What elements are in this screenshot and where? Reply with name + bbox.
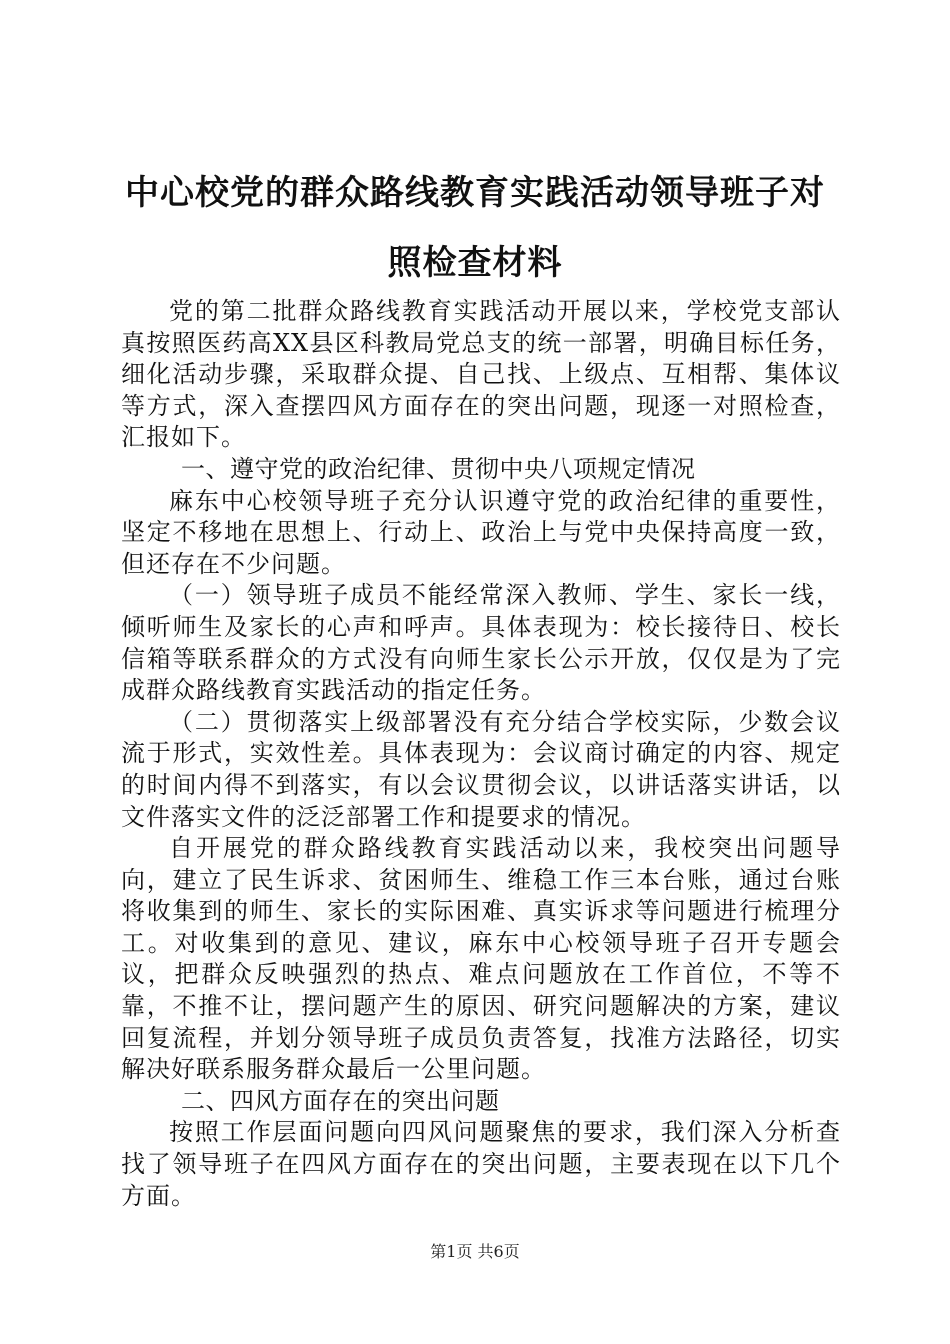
intro-paragraph: 党的第二批群众路线教育实践活动开展以来，学校党支部认真按照医药高XX县区科教局党总支的统一部署，明确目标任务，细化活动步骤，采取群众提、自己找、上级点、互相帮、集体议等方式，深入查摆四风方面存在的突出问题，现逐一对照检查，汇报如下。 [121, 297, 841, 452]
body-paragraph: 自开展党的群众路线教育实践活动以来，我校突出问题导向，建立了民生诉求、贫困师生、维稳工作三本台账，通过台账将收集到的师生、家长的实际困难、真实诉求等问题进行梳理分工。对收集到的意见、建议，麻东中心校领导班子召开专题会议，把群众反映强烈的热点、难点问题放在工作首位，不等不靠，不推不让，摆问题产生的原因、研究问题解决的方案，建议回复流程，并划分领导班子成员负责答复，找准方法路径，切实解决好联系服务群众最后一公里问题。 [121, 834, 841, 1084]
page-footer: 第1页 共6页 [430, 1242, 520, 1261]
body-paragraph: （二）贯彻落实上级部署没有充分结合学校实际，少数会议流于形式，实效性差。具体表现为：会议商讨确定的内容、规定的时间内得不到落实，有以会议贯彻会议，以讲话落实讲话，以文件落实文件的泛泛部署工作和提要求的情况。 [121, 707, 841, 831]
body-paragraph: （一）领导班子成员不能经常深入教师、学生、家长一线，倾听师生及家长的心声和呼声。具体表现为：校长接待日、校长信箱等联系群众的方式没有向师生家长公示开放，仅仅是为了完成群众路线教育实践活动的指定任务。 [121, 581, 841, 705]
document-title [110, 158, 840, 298]
body-paragraph: 按照工作层面问题向四风问题聚焦的要求，我们深入分析查找了领导班子在四风方面存在的突出问题，主要表现在以下几个方面。 [121, 1118, 841, 1210]
document-body [121, 296, 841, 1212]
section-heading-2: 二、四风方面存在的突出问题 [181, 1086, 500, 1115]
body-paragraph: 麻东中心校领导班子充分认识遵守党的政治纪律的重要性，坚定不移地在思想上、行动上、政治上与党中央保持高度一致，但还存在不少问题。 [121, 486, 841, 578]
title-line-2: 照检查材料 [387, 243, 563, 283]
title-line-1: 中心校党的群众路线教育实践活动领导班子对 [125, 173, 825, 213]
section-heading-1: 一、遵守党的政治纪律、贯彻中央八项规定情况 [181, 454, 696, 483]
